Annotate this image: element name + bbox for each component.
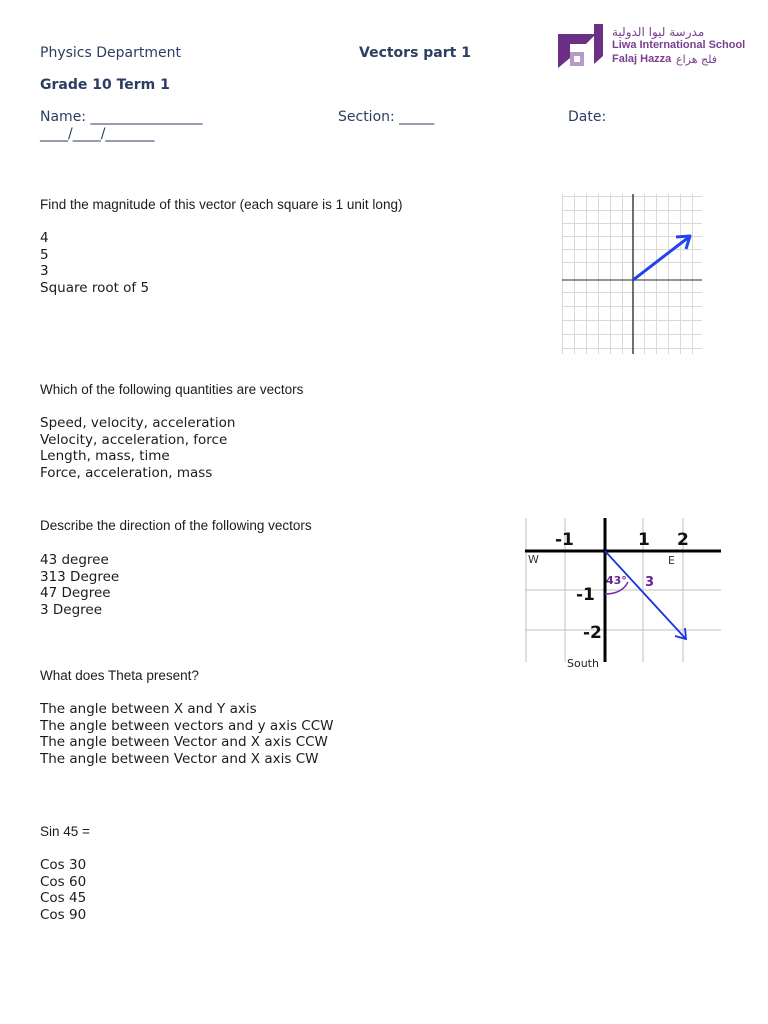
question-1-options [40, 230, 149, 297]
answer-option[interactable]: Cos 90 [40, 907, 87, 924]
name-field[interactable]: Name: ________________ [40, 109, 203, 125]
south-label: South [567, 657, 599, 670]
answer-option[interactable]: The angle between vectors and y axis CCW [40, 717, 334, 734]
question-2-prompt: Which of the following quantities are vectors [40, 382, 304, 397]
answer-option[interactable]: 3 Degree [40, 602, 103, 619]
date-field[interactable]: ____/____/_______ [40, 126, 155, 142]
tick-label: -1 [576, 585, 595, 605]
answer-option[interactable]: Square root of 5 [40, 280, 150, 297]
answer-option[interactable]: Cos 30 [40, 857, 87, 873]
section-field[interactable]: Section: _____ [338, 109, 435, 125]
worksheet-title: Vectors part 1 [359, 45, 471, 61]
answer-option[interactable]: 4 [40, 230, 49, 246]
answer-option[interactable]: Force, acceleration, mass [40, 465, 213, 482]
answer-option[interactable]: The angle between X and Y axis [40, 701, 257, 717]
angle-label: 43° [606, 574, 627, 587]
answer-option[interactable]: The angle between Vector and X axis CW [40, 751, 319, 768]
campus-name-arabic: فلج هزاع [676, 53, 717, 66]
tick-label: 1 [638, 530, 650, 550]
answer-option[interactable]: 3 [40, 263, 49, 280]
answer-option[interactable]: 47 Degree [40, 585, 111, 602]
school-name-arabic: مدرسة ليوا الدولية [612, 25, 705, 39]
date-label: Date: [568, 109, 607, 125]
question-3-prompt: Describe the direction of the following vectors [40, 518, 312, 533]
answer-option[interactable]: 43 degree [40, 552, 109, 568]
magnitude-label: 3 [645, 575, 655, 590]
question-5-prompt: Sin 45 = [40, 824, 90, 839]
answer-option[interactable]: 5 [40, 246, 49, 263]
answer-option[interactable]: Speed, velocity, acceleration [40, 415, 236, 431]
school-name-english: Liwa International School [612, 39, 746, 51]
direction-diagram [525, 518, 721, 670]
answer-option[interactable]: Cos 60 [40, 873, 87, 890]
answer-option[interactable]: Cos 45 [40, 890, 87, 907]
answer-option[interactable]: Velocity, acceleration, force [40, 431, 228, 448]
question-4-prompt: What does Theta present? [40, 668, 199, 683]
question-4-options [40, 701, 333, 768]
answer-option[interactable]: 313 Degree [40, 568, 120, 585]
department-label: Physics Department [40, 45, 181, 61]
answer-option[interactable]: The angle between Vector and X axis CCW [40, 734, 328, 751]
answer-option[interactable]: Length, mass, time [40, 448, 170, 465]
east-label: E [668, 554, 675, 567]
grade-label: Grade 10 Term 1 [40, 77, 170, 93]
question-3-options [40, 552, 119, 619]
tick-label: -2 [583, 623, 602, 643]
question-1-prompt: Find the magnitude of this vector (each square is 1 unit long) [40, 197, 403, 212]
school-logo-icon [556, 22, 606, 74]
campus-name-english: Falaj Hazza [612, 53, 672, 65]
west-label: W [528, 553, 539, 566]
question-5-options [40, 857, 86, 924]
question-2-options [40, 415, 235, 482]
tick-label: 2 [677, 530, 689, 550]
vector-grid-figure [562, 194, 702, 354]
tick-label: -1 [555, 530, 574, 550]
